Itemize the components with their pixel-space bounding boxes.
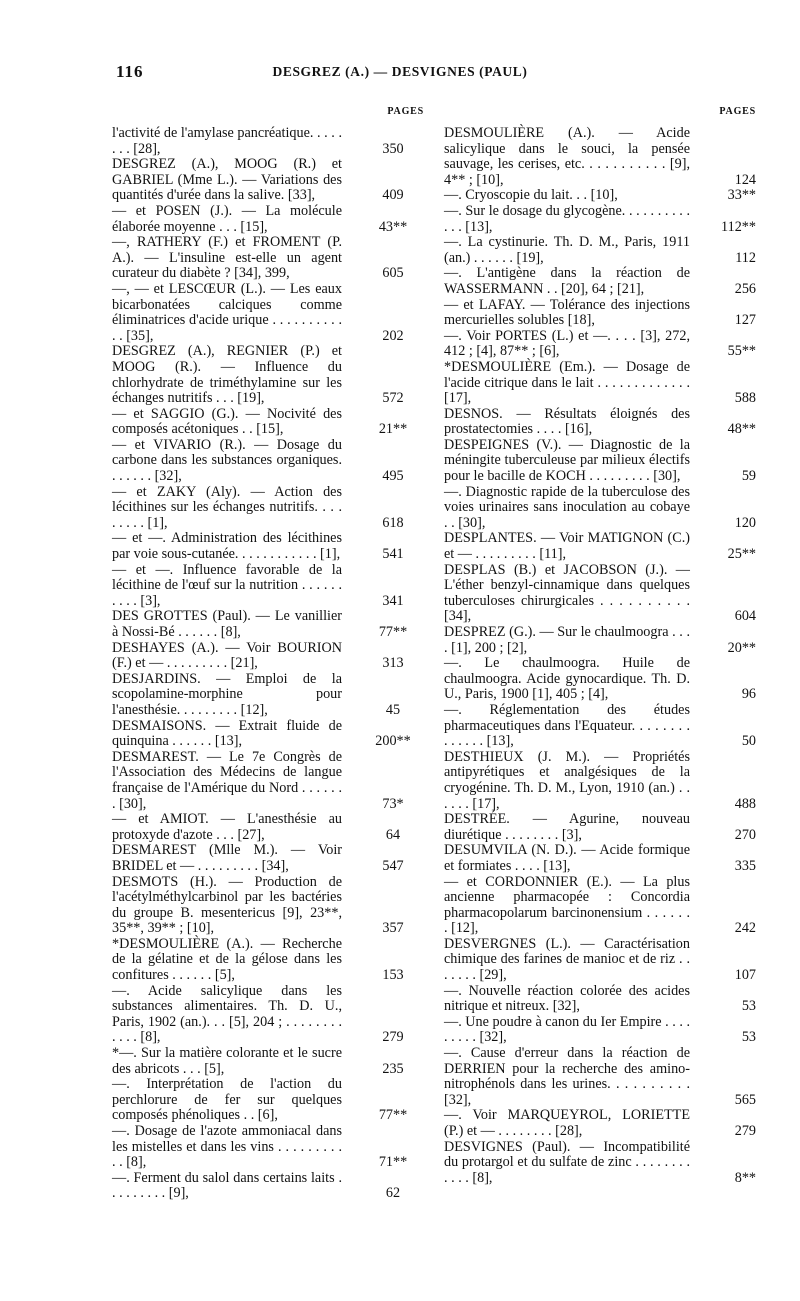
entry-page-ref: 77** — [378, 624, 408, 640]
index-entry — [112, 843, 424, 874]
index-entry — [112, 812, 424, 843]
entry-text: DESVERGNES (L.). — Caractérisation chimique des farines de manioc et de riz . . . . . . . [29], — [444, 935, 690, 984]
index-entry — [444, 126, 756, 188]
entry-page-ref: 33** — [727, 187, 756, 204]
entry-page-ref: 53 — [741, 1029, 756, 1046]
index-entry — [444, 531, 756, 562]
entry-text: —. Acide salicylique dans les substances alimentaires. Th. D. U., Paris, 1902 (an.). . . [5], 204 ; . . . . . . . . . . . . [8], — [112, 982, 342, 1046]
entry-text: —. Diagnostic rapide de la tuberculose des voies urinaires sans inoculation au cobaye . . [30], — [444, 483, 690, 531]
entry-page-ref: 350 — [382, 140, 404, 157]
entry-text: —. Cause d'erreur dans la réaction de DERRIEN pour la recherche des amino-nitrophénols dans les urines. . . . . . . . . . [32], — [444, 1045, 690, 1108]
entry-text: DESMAREST (Mlle M.). — Voir BRIDEL et — . . . . . . . . . [34], — [112, 842, 342, 874]
entry-page-ref: 279 — [382, 1029, 404, 1046]
pages-heading: PAGES — [387, 106, 424, 117]
entry-text: — et POSEN (J.). — La molécule élaborée moyenne . . . [15], — [112, 202, 342, 235]
entry-page-ref: 120 — [734, 514, 756, 531]
index-entry — [444, 984, 756, 1015]
entry-page-ref: 335 — [734, 857, 756, 874]
entry-page-ref: 21** — [378, 421, 408, 438]
index-entry-list — [112, 126, 424, 1202]
entry-text: DESUMVILA (N. D.). — Acide formique et formiates . . . . [13], — [444, 842, 690, 874]
left-column — [112, 106, 424, 1202]
index-entry — [112, 407, 424, 438]
index-entry — [444, 266, 756, 297]
entry-text: DESMOULIÈRE (A.). — Acide salicylique dans le souci, la pensée sauvage, les cerises, etc. . . . . . . . . . . [9], 4** ; [10], — [444, 125, 690, 188]
entry-page-ref: 53 — [741, 998, 756, 1015]
entry-text: DESPEIGNES (V.). — Diagnostic de la méningite tuberculeuse par milieux électifs pour le bacille de KOCH . . . . . . . . . [30], — [444, 436, 690, 485]
entry-page-ref: 59 — [741, 468, 756, 485]
index-entry — [112, 563, 424, 610]
entry-text: —. Interprétation de l'action du perchlorure de fer sur quelques composés phénoliques . . [6], — [112, 1076, 342, 1124]
index-entry — [444, 188, 756, 204]
index-entry — [444, 1046, 756, 1108]
index-entry — [112, 157, 424, 204]
entry-text: —. Le chaulmoogra. Huile de chaulmoogra. Acide gynocardique. Th. D. U., Paris, 1900 [1], 405 ; [4], — [444, 655, 690, 703]
entry-text: DESTHIEUX (J. M.). — Propriétés antipyrétiques et analgésiques de la cryogénine. Th. D. M., Lyon, 1910 (an.) . . . . . . [17], — [444, 748, 690, 812]
index-entry — [112, 750, 424, 812]
entry-text: —. Réglementation des études pharmaceutiques dans l'Equateur. . . . . . . . . . . . . . [13], — [444, 701, 690, 750]
entry-page-ref: 618 — [382, 514, 404, 531]
entry-page-ref: 112 — [735, 249, 756, 266]
index-entry — [444, 1108, 756, 1139]
entry-page-ref: 242 — [734, 920, 756, 937]
entry-page-ref: 71** — [378, 1154, 408, 1171]
entry-page-ref: 313 — [382, 655, 404, 672]
index-entry — [444, 563, 756, 625]
entry-text: DESJARDINS. — Emploi de la scopolamine-morphine pour l'anesthésie. . . . . . . . . [12], — [112, 670, 342, 718]
entry-page-ref: 357 — [382, 920, 404, 937]
entry-page-ref: 62 — [385, 1185, 401, 1202]
entry-text: — et CORDONNIER (E.). — La plus ancienne pharmacopée : Concordia pharmacopolarum barcinonensium . . . . . . . [12], — [444, 873, 690, 937]
pages-heading: PAGES — [719, 106, 756, 117]
index-entry — [112, 875, 424, 937]
index-entry — [444, 1015, 756, 1046]
entry-page-ref: 495 — [382, 468, 404, 485]
entry-text: DESMAISONS. — Extrait fluide de quinquina . . . . . . [13], — [112, 717, 342, 750]
entry-page-ref: 127 — [734, 312, 756, 329]
entry-page-ref: 200** — [375, 733, 411, 750]
index-entry — [112, 719, 424, 750]
index-entry — [112, 126, 424, 157]
index-entry — [444, 1140, 756, 1187]
entry-page-ref: 64 — [385, 826, 401, 843]
page-number: 116 — [116, 62, 144, 81]
index-entry — [112, 937, 424, 984]
index-entry — [112, 235, 424, 282]
index-entry — [444, 656, 756, 703]
entry-text: — et —. Influence favorable de la lécithine de l'œuf sur la nutrition . . . . . . . . . . [3], — [112, 561, 342, 609]
entry-page-ref: 279 — [734, 1123, 756, 1139]
entry-page-ref: 547 — [382, 857, 404, 874]
entry-page-ref: 45 — [385, 701, 401, 718]
entry-text: l'activité de l'amylase pancréatique. . . . . . . . [28], — [112, 125, 342, 157]
entry-text: DESNOS. — Résultats éloignés des prostatectomies . . . . [16], — [444, 405, 690, 438]
page-header — [0, 62, 800, 90]
index-entry — [112, 1077, 424, 1124]
entry-page-ref: 235 — [382, 1060, 404, 1077]
entry-page-ref: 202 — [382, 327, 404, 344]
entry-text: —, — et LESCŒUR (L.). — Les eaux bicarbonatées calciques comme éliminatrices d'acide urique . . . . . . . . . . . . [35], — [112, 280, 342, 344]
index-entry — [112, 485, 424, 532]
index-entry — [444, 407, 756, 438]
index-entry — [112, 984, 424, 1046]
index-entry — [112, 1046, 424, 1077]
entry-page-ref: 409 — [382, 187, 404, 204]
index-entry — [112, 672, 424, 719]
entry-page-ref: 25** — [727, 546, 756, 563]
entry-text: DESVIGNES (Paul). — Incompatibilité du protargol et du sulfate de zinc . . . . . . . . . . . . [8], — [444, 1138, 690, 1186]
entry-text: DESTRÉE. — Agurine, nouveau diurétique . . . . . . . . [3], — [444, 811, 690, 843]
entry-page-ref: 341 — [382, 592, 404, 609]
index-entry — [112, 438, 424, 485]
entry-page-ref: 153 — [382, 967, 404, 984]
entry-page-ref: 124 — [734, 171, 756, 188]
entry-text: DESGREZ (A.), MOOG (R.) et GABRIEL (Mme L.). — Variations des quantités d'urée dans la salive. [33], — [112, 156, 342, 204]
index-entry — [444, 812, 756, 843]
index-entry — [444, 360, 756, 407]
index-entry — [444, 703, 756, 750]
index-entry — [112, 609, 424, 640]
index-entry — [444, 298, 756, 329]
index-entry — [112, 204, 424, 235]
index-entry — [444, 937, 756, 984]
entry-text: DESMAREST. — Le 7e Congrès de l'Association des Médecins de langue française de l'Amérique du Nord . . . . . . . [30], — [112, 748, 342, 812]
index-entry — [444, 438, 756, 485]
entry-page-ref: 488 — [734, 795, 756, 812]
entry-text: DESPREZ (G.). — Sur le chaulmoogra . . . . [1], 200 ; [2], — [444, 624, 690, 656]
entry-page-ref: 112** — [721, 218, 756, 235]
entry-page-ref: 604 — [734, 608, 756, 625]
entry-page-ref: 588 — [734, 390, 756, 407]
entry-text: *—. Sur la matière colorante et le sucre des abricots . . . [5], — [112, 1045, 342, 1077]
entry-page-ref: 96 — [741, 686, 756, 703]
entry-text: DESGREZ (A.), REGNIER (P.) et MOOG (R.). — Influence du chlorhydrate de triméthylamine sur les échanges nutritifs . . . [19], — [112, 343, 342, 407]
entry-text: DESMOTS (H.). — Production de l'acétylméthylcarbinol par les bactéries du groupe B. mesentericus [9], 23**, 35**, 39** ; [10], — [112, 873, 342, 937]
index-entry — [112, 641, 424, 672]
entry-text: —. Voir MARQUEYROL, LORIETTE (P.) et — . . . . . . . . [28], — [444, 1107, 690, 1139]
entry-text: —. Voir PORTES (L.) et —. . . . [3], 272, 412 ; [4], 87** ; [6], — [444, 327, 690, 360]
entry-text: DESPLAS (B.) et JACOBSON (J.). — L'éther benzyl-cinnamique dans quelques tuberculoses chirurgicales . . . . . . . . . . [34], — [444, 561, 690, 625]
right-column — [444, 106, 756, 1186]
index-entry — [112, 1171, 424, 1202]
entry-page-ref: 50 — [741, 733, 756, 750]
entry-page-ref: 20** — [727, 639, 756, 656]
entry-text: — et SAGGIO (G.). — Nocivité des composés acétoniques . . [15], — [112, 405, 342, 438]
entry-text: —. L'antigène dans la réaction de WASSERMANN . . [20], 64 ; [21], — [444, 265, 690, 297]
entry-text: — et VIVARIO (R.). — Dosage du carbone dans les substances organiques. . . . . . . [32], — [112, 436, 342, 485]
entry-page-ref: 107 — [734, 967, 756, 984]
entry-page-ref: 541 — [382, 546, 404, 563]
entry-page-ref: 73* — [382, 795, 404, 812]
entry-text: —. Cryoscopie du lait. . . [10], — [444, 187, 618, 204]
index-entry — [444, 843, 756, 874]
index-entry — [444, 875, 756, 937]
index-entry — [112, 282, 424, 344]
entry-text: —. Sur le dosage du glycogène. . . . . . . . . . . . . [13], — [444, 202, 690, 235]
entry-text: — et ZAKY (Aly). — Action des lécithines sur les échanges nutritifs. . . . . . . . . [1], — [112, 483, 342, 531]
entry-text: DESPLANTES. — Voir MATIGNON (C.) et — . . . . . . . . . [11], — [444, 530, 690, 563]
entry-text: —. Une poudre à canon du Ier Empire . . . . . . . . . [32], — [444, 1013, 690, 1046]
entry-text: *DESMOULIÈRE (Em.). — Dosage de l'acide citrique dans le lait . . . . . . . . . . . . . [17], — [444, 358, 690, 407]
index-entry — [112, 1124, 424, 1171]
entry-text: —. Dosage de l'azote ammoniacal dans les mistelles et dans les vins . . . . . . . . . . . [8], — [112, 1123, 342, 1171]
index-entry — [112, 344, 424, 406]
entry-page-ref: 565 — [734, 1091, 756, 1108]
index-entry-list — [444, 126, 756, 1186]
entry-text: — et —. Administration des lécithines par voie sous-cutanée. . . . . . . . . . . . [1], — [112, 530, 342, 563]
index-entry — [444, 235, 756, 266]
entry-text: —. La cystinurie. Th. D. M., Paris, 1911 (an.) . . . . . . [19], — [444, 234, 690, 266]
running-title: DESGREZ (A.) — DESVIGNES (PAUL) — [272, 64, 528, 79]
index-entry — [444, 625, 756, 656]
entry-page-ref: 43** — [378, 218, 408, 235]
entry-page-ref: 256 — [734, 280, 756, 297]
entry-text: *DESMOULIÈRE (A.). — Recherche de la gélatine et de la gélose dans les confitures . . . . . . [5], — [112, 935, 342, 984]
entry-page-ref: 55** — [727, 343, 756, 360]
index-entry — [112, 531, 424, 562]
entry-text: —, RATHERY (F.) et FROMENT (P. A.). — L'insuline est-elle un agent curateur du diabète ? [34], 399, — [112, 234, 342, 282]
index-entry — [444, 204, 756, 235]
entry-text: — et LAFAY. — Tolérance des injections mercurielles solubles [18], — [444, 296, 690, 329]
entry-text: DES GROTTES (Paul). — Le vanillier à Nossi-Bé . . . . . . [8], — [112, 608, 342, 640]
entry-page-ref: 48** — [727, 421, 756, 438]
entry-page-ref: 605 — [382, 265, 404, 282]
entry-text: DESHAYES (A.). — Voir BOURION (F.) et — . . . . . . . . . [21], — [112, 639, 342, 672]
index-entry — [444, 750, 756, 812]
entry-page-ref: 270 — [734, 826, 756, 843]
entry-page-ref: 77** — [378, 1107, 408, 1124]
entry-text: — et AMIOT. — L'anesthésie au protoxyde d'azote . . . [27], — [112, 811, 342, 843]
entry-page-ref: 8** — [734, 1169, 756, 1186]
entry-page-ref: 572 — [382, 390, 404, 407]
index-entry — [444, 329, 756, 360]
index-entry — [444, 485, 756, 532]
entry-text: —. Ferment du salol dans certains laits . . . . . . . . . [9], — [112, 1169, 342, 1202]
entry-text: —. Nouvelle réaction colorée des acides nitrique et nitreux. [32], — [444, 982, 690, 1015]
